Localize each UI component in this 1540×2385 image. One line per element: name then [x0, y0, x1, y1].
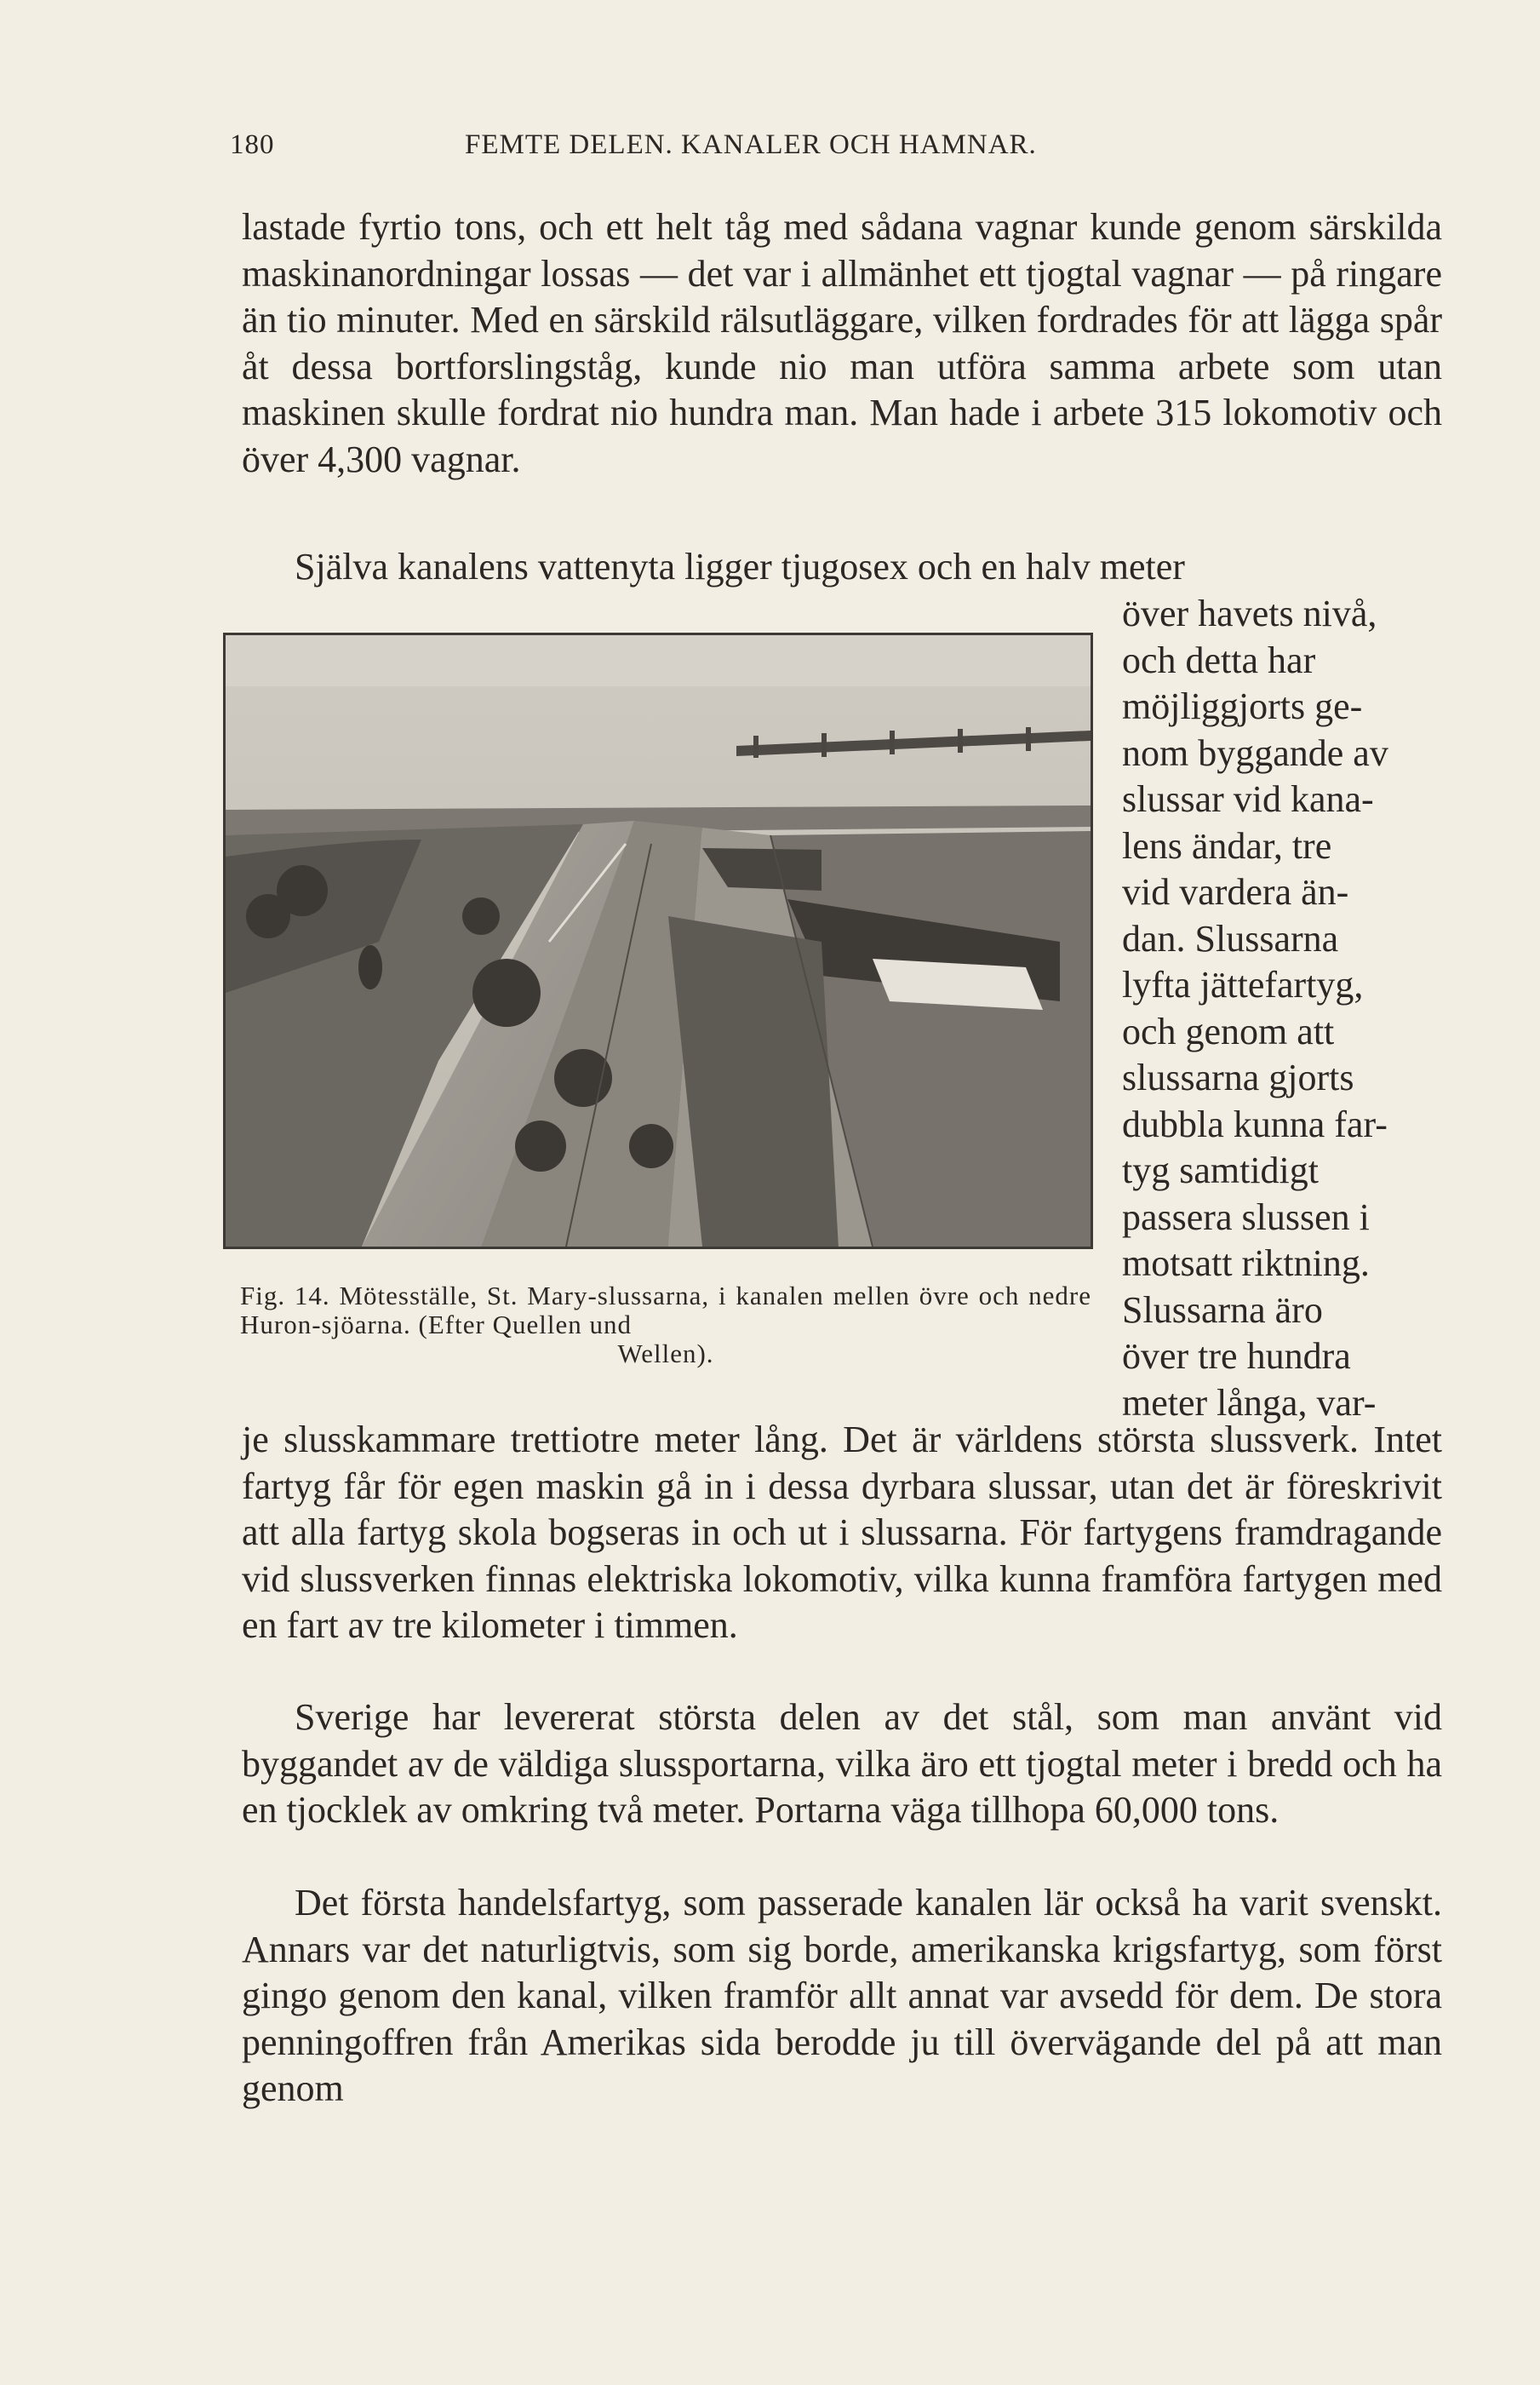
wrapped-line: nom byggande av — [1122, 731, 1388, 774]
wrapped-line: slussarna gjorts — [1122, 1057, 1354, 1098]
paragraph-1: lastade fyrtio tons, och ett helt tåg med sådana vagnar kunde genom särskilda maskinanordningar lossas — det var i allmänhet ett tjogtal vagnar — på ringare än tio minuter. Med en särskild rälsutläggare, vilken fordrades för att lägga spår åt dessa bortforslingståg, kunde nio man utföra samma arbete som utan maskinen skulle fordrat nio hundra man. Man hade i arbete 315 lokomotiv och över 4,300 vagnar. — [242, 206, 1442, 480]
caption-source: Wellen). — [617, 1339, 714, 1368]
wrapped-line: tyg samtidigt — [1122, 1150, 1319, 1191]
canal-locks-illustration — [226, 635, 1091, 1247]
page-number: 180 — [230, 129, 275, 160]
wrapped-line: Slussarna äro — [1122, 1288, 1323, 1331]
wrapped-line: möjliggjorts ge- — [1122, 685, 1363, 727]
figure-photo — [223, 633, 1093, 1249]
figure-caption — [240, 1281, 1091, 1368]
wrapped-line: dubbla kunna far- — [1122, 1103, 1388, 1145]
paragraph-2-end: je slusskammare trettiotre meter lång. Det är världens största slussverk. Intet fartyg får för egen maskin gå in i dessa dyrbara slussar, utan det är föreskrivit att alla fartyg skola bogseras in och ut i slussarna. För fartygens framdragande vid slussverken finnas elektriska lokomotiv, vilka kunna framföra fartygen med en fart av tre kilometer i timmen. — [242, 1419, 1442, 1646]
paragraph-4: Det första handelsfartyg, som passerade kanalen lär också ha varit svenskt. Annars var det naturligtvis, som sig borde, amerikanska krigsfartyg, som först gingo genom den kanal, vilken framför allt annat var avsedd för dem. De stora penningoffren från Amerikas sida berodde ju till övervägande del på att man genom — [242, 1882, 1442, 2109]
wrapped-line: slussar vid kana- — [1122, 778, 1374, 820]
wrapped-line: passera slussen i — [1122, 1195, 1370, 1238]
wrapped-line: dan. Slussarna — [1122, 917, 1339, 960]
wrapped-line: vid vardera än- — [1122, 871, 1349, 913]
paragraph-2-start: Själva kanalens vattenyta ligger tjugosex och en halv meter — [295, 546, 1185, 588]
wrapped-line: över havets nivå, — [1122, 593, 1377, 634]
running-title: FEMTE DELEN. KANALER OCH HAMNAR. — [465, 129, 1037, 160]
wrapped-line: och detta har — [1122, 639, 1316, 681]
wrapped-line: lens ändar, tre — [1122, 824, 1332, 867]
running-header — [230, 129, 1217, 172]
wrapped-line: motsatt riktning. — [1122, 1242, 1370, 1284]
wrapped-text-column — [1122, 591, 1441, 1426]
wrapped-line: lyfta jättefartyg, — [1122, 964, 1364, 1006]
wrapped-line: meter långa, var- — [1122, 1381, 1377, 1424]
wrapped-lines — [1122, 591, 1441, 1426]
wrapped-line: och genom att — [1122, 1010, 1335, 1052]
caption-main: Fig. 14. Mötesställe, St. Mary-slussarna, i kanalen mellen övre och nedre Huron-sjöarna. (Efter Quellen und — [240, 1281, 1091, 1339]
paragraph-3: Sverige har levererat största delen av det stål, som man använt vid byggandet av de väldiga slussportarna, vilka äro ett tjogtal meter i bredd och ha en tjocklek av omkring två meter. Portarna väga tillhopa 60,000 tons. — [242, 1696, 1442, 1831]
wrapped-line: över tre hundra — [1122, 1335, 1351, 1377]
